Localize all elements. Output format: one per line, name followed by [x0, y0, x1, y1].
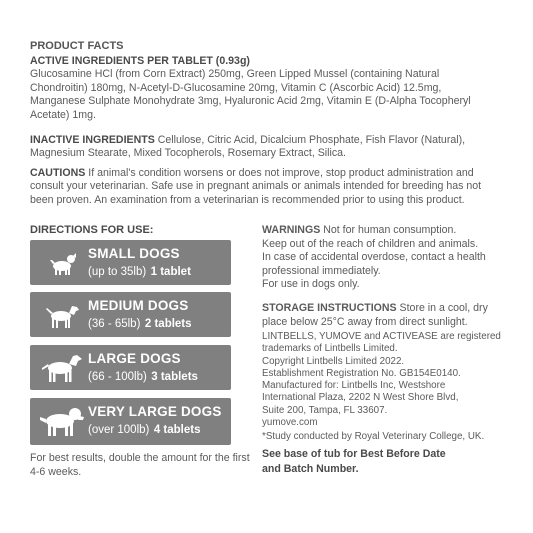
dose-range: (over 100lb) [88, 424, 150, 436]
warnings [262, 224, 532, 292]
dose-amount: 3 tablets [151, 371, 198, 383]
base-note-line: See base of tub for Best Before Date [262, 448, 446, 460]
inactive-ingredients-heading: INACTIVE INGREDIENTS [30, 134, 155, 146]
active-line: Acetate) 1mg. [30, 108, 96, 121]
dose-box-large [30, 345, 231, 390]
warning-line: professional immediately. [262, 264, 381, 277]
caution-line: consult your veterinarian. Safe use in pregnant animals or animals intended for breeding has not [30, 180, 482, 193]
active-ingredients [30, 55, 530, 122]
legal-line: LINTBELLS, YUMOVE and ACTIVEASE are registered [262, 331, 501, 342]
very-large-dog-icon [38, 404, 86, 438]
warning-line: Keep out of the reach of children and animals. [262, 237, 479, 250]
study-note: *Study conducted by Royal Veterinary College, UK. [262, 431, 485, 442]
storage-line: place below 25°C away from direct sunlight. [262, 315, 468, 328]
active-ingredients-heading: ACTIVE INGREDIENTS PER TABLET (0.93g) [30, 55, 250, 67]
legal-line: International Plaza, 2202 N West Shore Blvd, [262, 392, 459, 404]
storage-heading: STORAGE INSTRUCTIONS [262, 302, 397, 314]
dose-size: VERY LARGE DOGS [88, 404, 222, 419]
inactive-line: Magnesium Stearate, Mixed Tocopherols, Rosemary Extract, Silica. [30, 147, 346, 160]
small-dog-icon [38, 246, 86, 280]
dose-range: (up to 35lb) [88, 266, 147, 278]
legal-line: Establishment Registration No. GB154E0140. [262, 367, 461, 379]
cautions-heading: CAUTIONS [30, 167, 86, 179]
warning-line: In case of accidental overdose, contact a health [262, 251, 486, 263]
dose-range: (66 - 100lb) [88, 371, 147, 383]
cautions [30, 167, 530, 207]
directions-title: DIRECTIONS FOR USE: [30, 224, 154, 236]
best-results-note: For best results, double the amount for the first 4-6 weeks. [30, 452, 250, 478]
base-of-tub-note [262, 447, 532, 476]
warnings-heading: WARNINGS [262, 224, 321, 236]
dose-size: LARGE DOGS [88, 351, 181, 366]
dose-amount: 4 tablets [153, 424, 201, 436]
caution-line: If animal's condition worsens or does not improve, stop product administration and [88, 167, 474, 179]
dose-range: (36 - 65lb) [88, 318, 141, 330]
inactive-line: Cellulose, Citric Acid, Dicalcium Phosphate, Fish Flavor (Natural), [157, 134, 466, 146]
active-line: Glucosamine HCl (from Corn Extract) 250mg, Green Lipped Mussel (containing Natural [30, 68, 440, 81]
active-line: Chondroitin) 180mg, N-Acetyl-D-Glucosamine 20mg, Vitamin C (Ascorbic Acid) 12.5mg, [30, 81, 442, 94]
warning-line: For use in dogs only. [262, 278, 360, 290]
active-line: Manganese Sulphate Monohydrate 3mg, Hyaluronic Acid 2mg, Vitamin E (D-Alpha Tocopheryl [30, 95, 471, 108]
legal-line: trademarks of Lintbells Limited. [262, 343, 398, 355]
website: yumove.com [262, 417, 318, 429]
storage-instructions [262, 302, 532, 329]
legal-info [262, 331, 532, 429]
product-facts-title: PRODUCT FACTS [30, 40, 124, 52]
storage-line: Store in a cool, dry [399, 302, 488, 314]
large-dog-icon [38, 351, 86, 385]
dose-amount: 2 tablets [144, 318, 192, 330]
base-note-line: and Batch Number. [262, 462, 359, 475]
dose-amount: 1 tablet [150, 266, 191, 278]
caution-line: been proven. An examination from a veterinarian is recommended prior to using this product. [30, 193, 465, 206]
inactive-ingredients [30, 134, 530, 161]
legal-line: Manufactured for: Lintbells Inc, Westshore [262, 380, 446, 392]
dose-box-small [30, 240, 231, 285]
dose-box-very-large [30, 398, 231, 445]
dose-size: SMALL DOGS [88, 246, 180, 261]
dose-box-medium [30, 292, 231, 337]
warning-line: Not for human consumption. [323, 224, 457, 236]
legal-line: Suite 200, Tampa, FL 33607. [262, 404, 388, 416]
legal-line: Copyright Lintbells Limited 2022. [262, 355, 405, 367]
dose-size: MEDIUM DOGS [88, 298, 189, 313]
medium-dog-icon [38, 298, 86, 332]
